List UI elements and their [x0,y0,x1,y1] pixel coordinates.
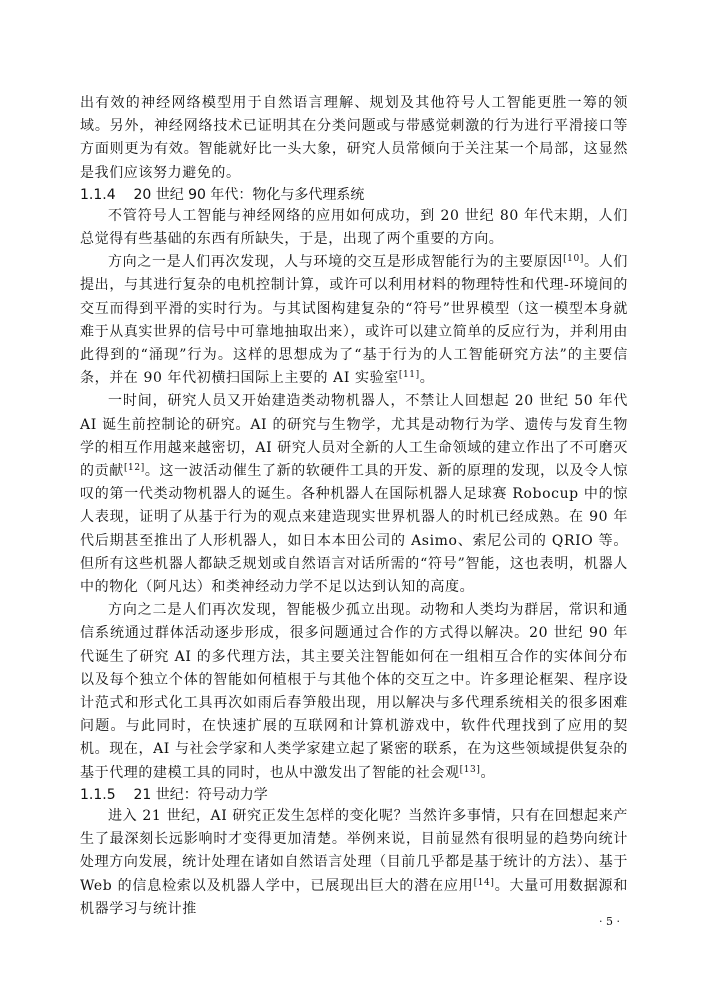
paragraph-text: 。 [419,370,435,387]
paragraph-text: 进入 21 世纪，AI 研究正发生怎样的变化呢？当然许多事情，只有在回想起来产生了最深刻长远影响时才变得更加清楚。举例来说，目前显然有很明显的趋势向统计处理方向发展，统计处理在诸如自然语言处理（目前几乎都是基于统计的方法）、基于 Web 的信息检索以及机器人学中，已展现出巨大的潜在应用 [80,807,628,894]
paragraph-text: 。这一波活动催生了新的软硬件工具的开发、新的原理的发现，以及令人惊叹的第一代类动物机器人的诞生。各种机器人在国际机器人足球赛 Robocup 中的惊人表现，证明了从基于行为的观点来建造现实世界机器人的时机已经成熟。在 90 年代后期甚至推出了人形机器人，如日本本田公司的 Asimo、索尼公司的 QRIO 等。但所有这些机器人都缺乏规划或自然语言对话所需的“符号”智能，这也表明，机器人中的物化（阿凡达）和类神经动力学不足以达到认知的高度。 [80,463,628,596]
paragraph [80,805,628,921]
paragraph-text: 。人们提出，与其进行复杂的电机控制计算，或许可以利用材料的物理特性和代理-环境间的交互而得到平滑的实时行为。与其试图构建复杂的“符号”世界模型（这一模型本身就难于从真实世界的信号中可靠地抽取出来），或许可以建立简单的反应行为，并利用由此得到的“涌现”行为。这样的思想成为了“基于行为的人工智能研究方法”的主要信条，并在 90 年代初横扫国际上主要的 AI 实验室 [80,254,628,387]
section-number: 1.1.5 [80,786,116,803]
citation-ref: [14] [473,877,495,888]
citation-ref: [12] [123,463,145,474]
section-title: 20 世纪 90 年代：物化与多代理系统 [133,186,365,203]
paragraph [80,251,628,390]
page-body [80,92,628,921]
citation-ref: [13] [459,764,481,775]
paragraph-text: 。大量可用数据源和机器学习与统计推 [80,877,628,917]
paragraph-text: 。 [480,764,496,781]
section-heading-1-1-5 [80,785,628,805]
citation-ref: [11] [398,370,420,381]
section-title: 21 世纪：符号动力学 [133,786,268,803]
paragraph [80,390,628,599]
paragraph [80,599,628,785]
section-heading-1-1-4 [80,185,628,205]
page-number: · 5 · [599,915,620,928]
paragraph-text: 方向之二是人们再次发现，智能极少孤立出现。动物和人类均为群居，常识和通信系统通过群体活动逐步形成，很多问题通过合作的方式得以解决。20 世纪 90 年代诞生了研究 AI 的多代理方法，其主要关注智能如何在一组相互合作的实体间分布以及每个独立个体的智能如何植根于与其他个体的交互之中。许多理论框架、程序设计范式和形式化工具再次如雨后春笋般出现，用以解决与多代理系统相关的很多困难问题。与此同时，在快速扩展的互联网和计算机游戏中，软件代理找到了应用的契机。现在，AI 与社会学家和人类学家建立起了紧密的联系，在为这些领域提供复杂的基于代理的建模工具的同时，也从中激发出了智能的社会观 [80,602,628,781]
citation-ref: [10] [563,254,584,265]
paragraph-text: 一时间，研究人员又开始建造类动物机器人，不禁让人回想起 20 世纪 50 年代 AI 诞生前控制论的研究。AI 的研究与生物学，尤其是动物行为学、遗传与发育生物学的相互作用越来越密切，AI 研究人员对全新的人工生命领域的建立作出了不可磨灭的贡献 [80,393,628,480]
paragraph-text: 方向之一是人们再次发现，人与环境的交互是形成智能行为的主要原因 [108,254,564,271]
section-number: 1.1.4 [80,186,116,203]
intro-paragraph: 出有效的神经网络模型用于自然语言理解、规划及其他符号人工智能更胜一筹的领域。另外，神经网络技术已证明其在分类问题或与带感觉刺激的行为进行平滑接口等方面则更为有效。智能就好比一头大象，研究人员常倾向于关注某一个局部，这显然是我们应该努力避免的。 [80,95,628,181]
paragraph: 不管符号人工智能与神经网络的应用如何成功，到 20 世纪 80 年代末期，人们总觉得有些基础的东西有所缺失，于是，出现了两个重要的方向。 [80,207,628,248]
